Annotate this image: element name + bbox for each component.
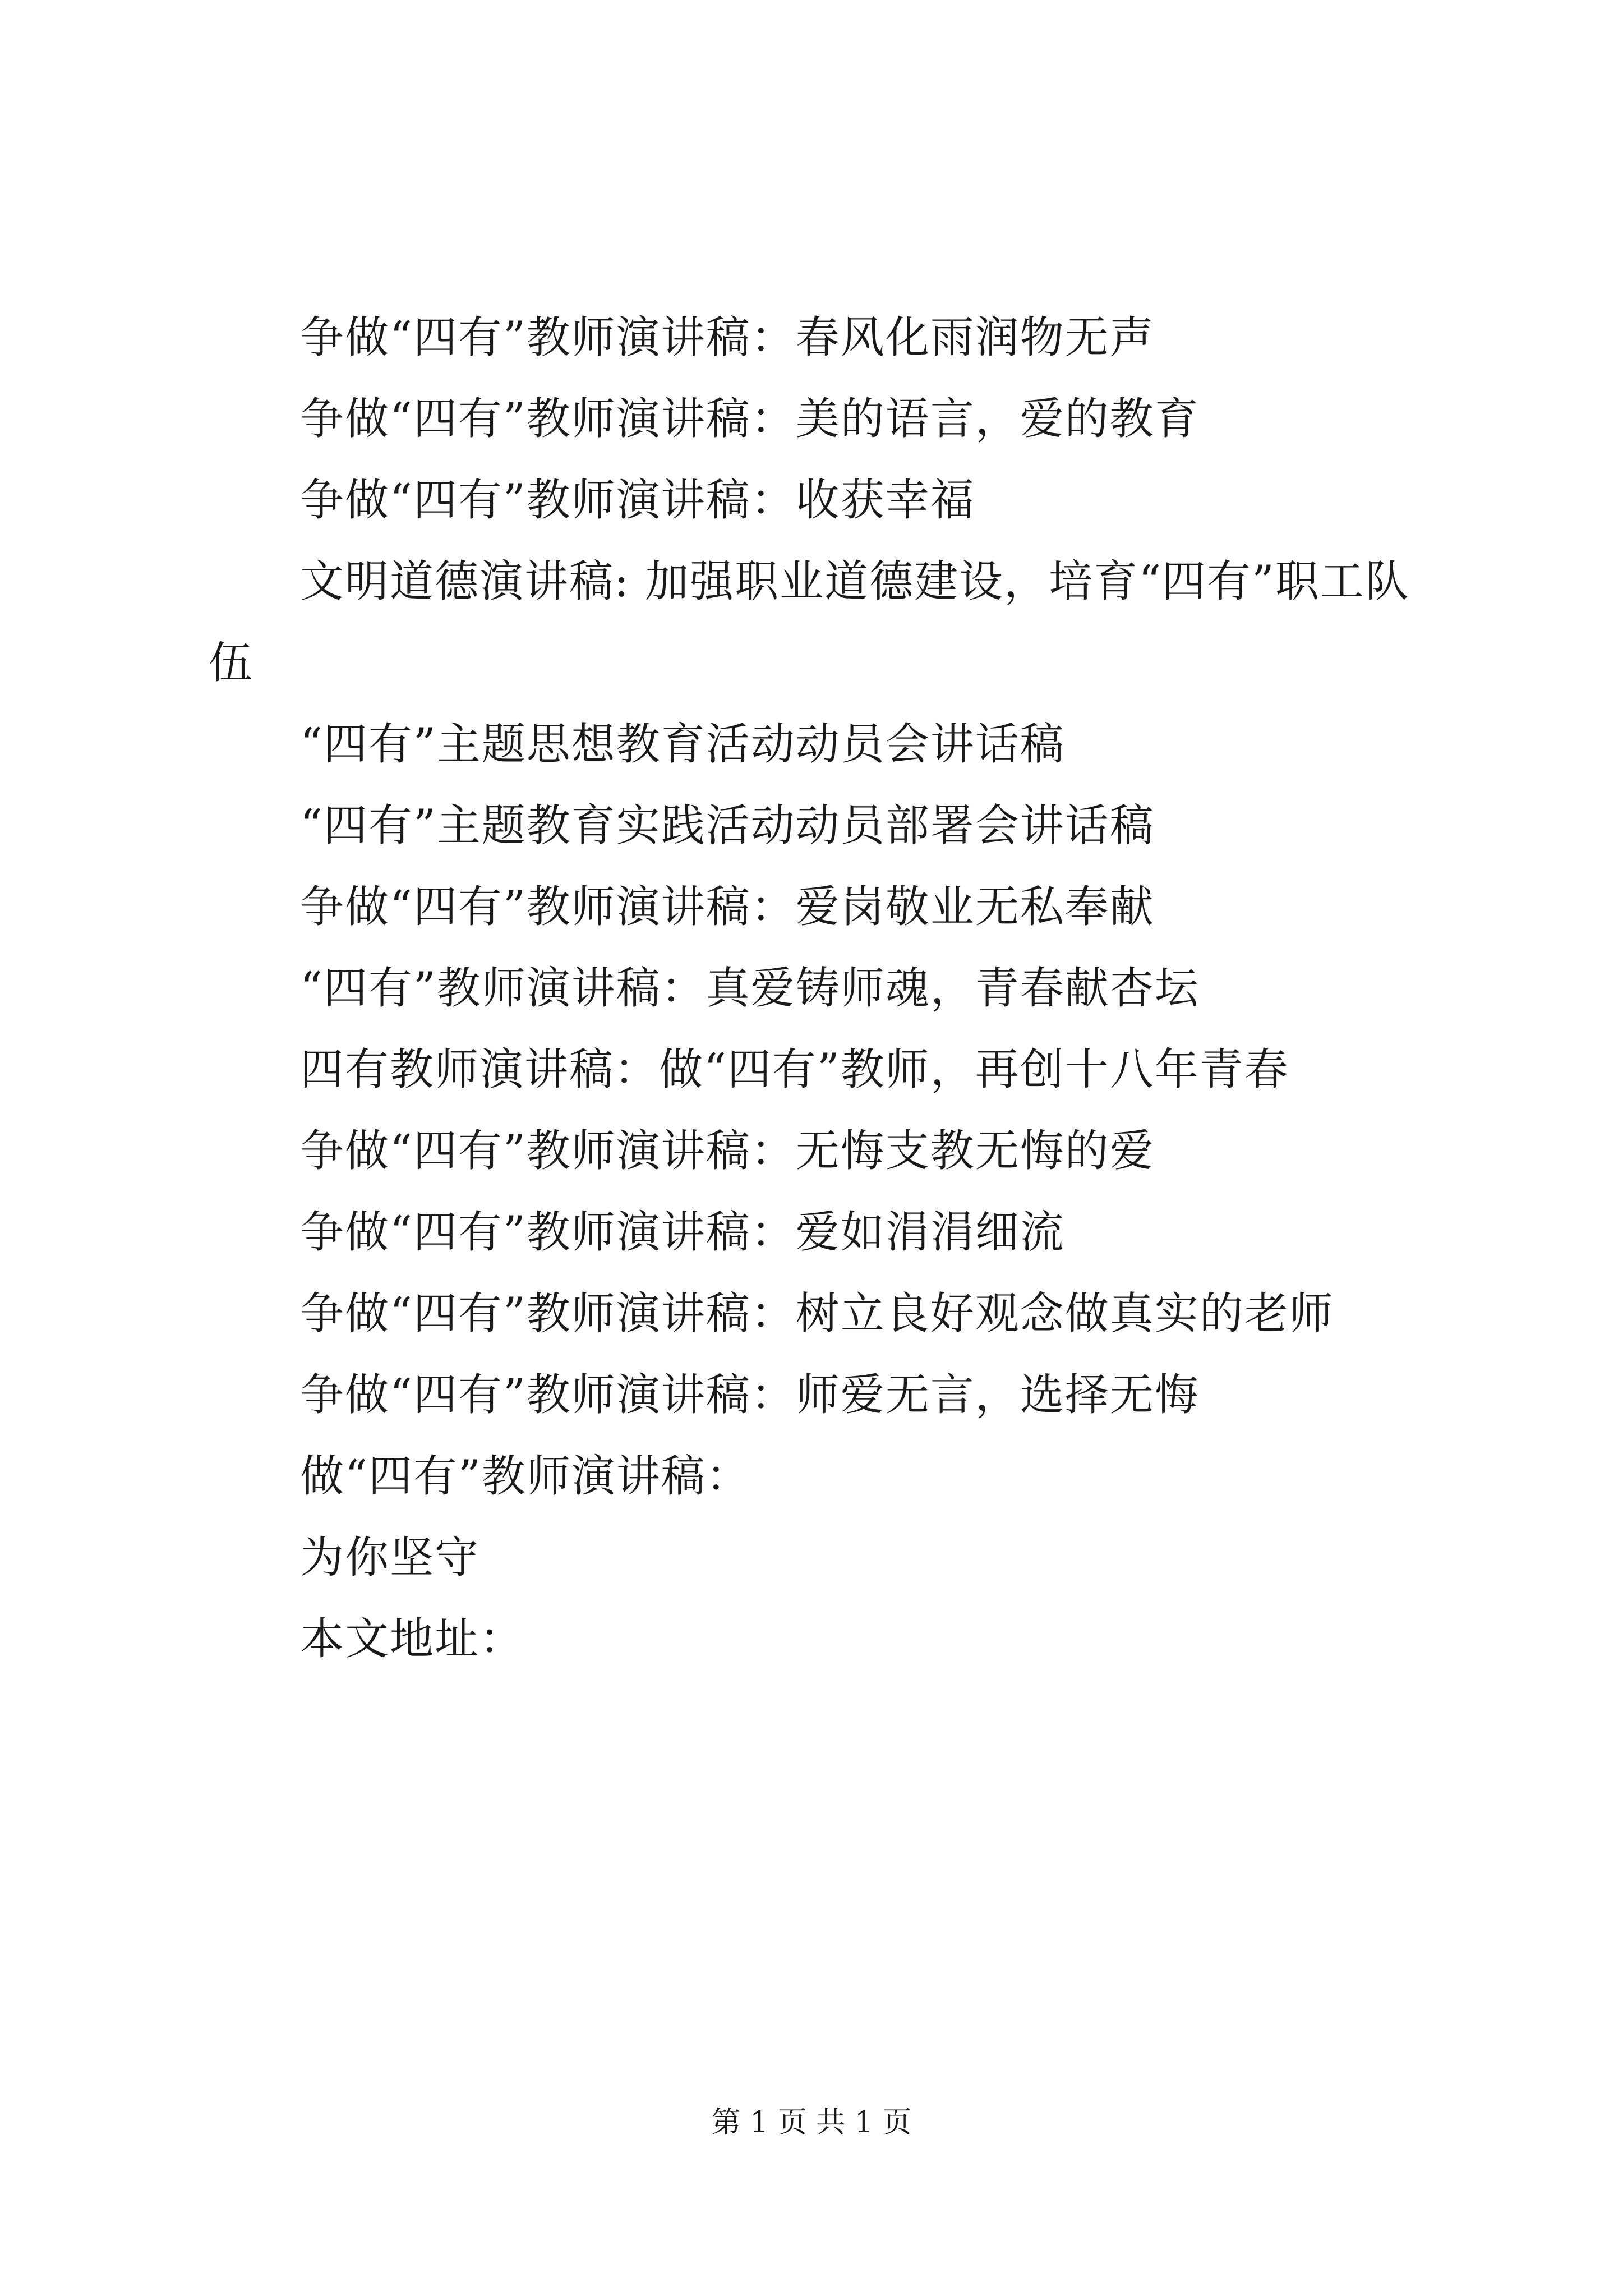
document-line: “四有”主题教育实践活动动员部署会讲话稿 — [300, 800, 1155, 851]
document-line: 伍 — [209, 638, 254, 688]
document-line: 文明道德演讲稿: 加强职业道德建设，培育“四有”职工队 — [300, 556, 1410, 607]
document-line: 四有教师演讲稿：做“四有”教师，再创十八年青春 — [300, 1045, 1289, 1095]
document-line: 争做“四有”教师演讲稿：爱岗敬业无私奉献 — [300, 882, 1155, 932]
document-line: 本文地址： — [300, 1614, 525, 1664]
page-footer: 第 1 页 共 1 页 — [711, 2106, 912, 2139]
document-line: 争做“四有”教师演讲稿：春风化雨润物无声 — [300, 312, 1155, 363]
document-line: 争做“四有”教师演讲稿：无悔支教无悔的爱 — [300, 1126, 1155, 1176]
document-line: 争做“四有”教师演讲稿：师爱无言，选择无悔 — [300, 1370, 1200, 1420]
document-line: 争做“四有”教师演讲稿：收获幸福 — [300, 475, 975, 526]
document-line: “四有”主题思想教育活动动员会讲话稿 — [300, 719, 1065, 770]
document-line: 争做“四有”教师演讲稿：爱如涓涓细流 — [300, 1207, 1065, 1258]
document-line: 争做“四有”教师演讲稿：树立良好观念做真实的老师 — [300, 1289, 1334, 1339]
document-line: 做“四有”教师演讲稿： — [300, 1451, 751, 1502]
document-line: 为你坚守 — [300, 1533, 480, 1583]
document-line: 争做“四有”教师演讲稿：美的语言，爱的教育 — [300, 394, 1200, 444]
document-line: “四有”教师演讲稿：真爱铸师魂，青春献杏坛 — [300, 963, 1200, 1014]
